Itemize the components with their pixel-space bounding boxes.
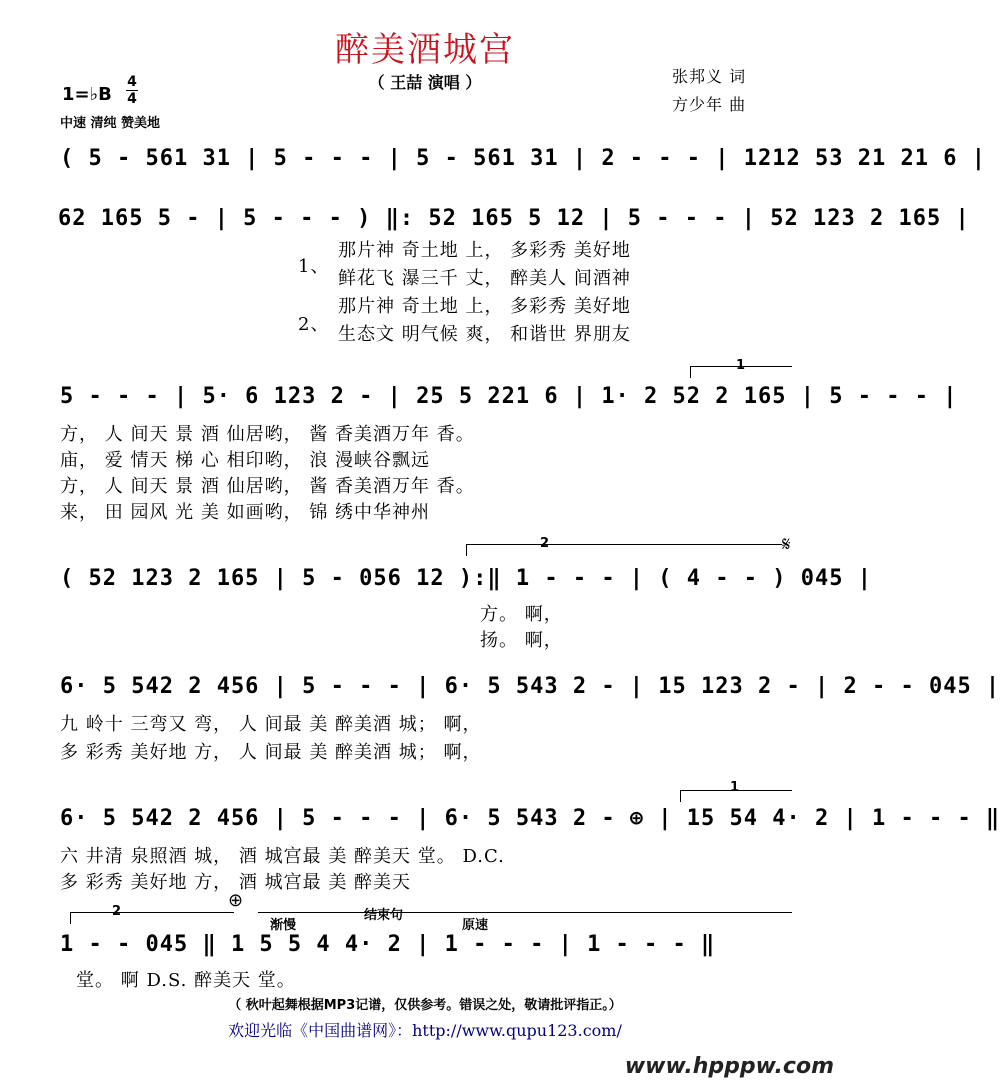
time-signature — [126, 74, 138, 107]
ending-label: 结束句 — [364, 908, 404, 923]
volta-bracket — [70, 912, 234, 913]
lyric-line: 鲜花飞 瀑三千 丈， 醉美人 间酒神 — [338, 268, 631, 289]
volta-number: 2 — [540, 536, 550, 551]
a-tempo-mark: 原速 — [462, 918, 489, 933]
lyric-line: 方。 啊， — [480, 604, 563, 625]
lyricist-credit: 张邦义 词 — [672, 67, 747, 86]
notes-system-4: ( 52 123 2 165 | 5 - 056 12 ):‖ 1 - - - | ( 4 - - ) 045 | — [60, 566, 872, 591]
lyric-line: 方， 人 间天 景 酒 仙居哟， 酱 香美酒万年 香。 — [60, 476, 475, 497]
lyric-line: 六 井清 泉照酒 城， 酒 城宫最 美 醉美天 堂。 D.C. — [60, 846, 505, 867]
segno-icon: 𝄋 — [782, 532, 791, 556]
lyric-line: 扬。 啊， — [480, 630, 563, 651]
composer-credit: 方少年 曲 — [672, 95, 747, 114]
volta-number: 2 — [112, 904, 122, 919]
site-welcome: 欢迎光临《中国曲谱网》：http://www.qupu123.com/ — [228, 1021, 622, 1040]
verse-label-1: 1、 — [298, 256, 330, 277]
tempo-style: 中速 清纯 赞美地 — [60, 116, 161, 131]
ending-bracket — [258, 912, 792, 913]
volta-bracket — [466, 544, 782, 545]
lyric-line: 多 彩秀 美好地 方， 酒 城宫最 美 醉美天 — [60, 872, 412, 893]
lyric-line: 方， 人 间天 景 酒 仙居哟， 酱 香美酒万年 香。 — [60, 424, 475, 445]
lyric-line: 堂。 啊 D.S. 醉美天 堂。 — [76, 970, 296, 991]
meter-top: 4 — [127, 74, 137, 90]
watermark: www.hpppw.com — [624, 1054, 834, 1079]
meter-bottom: 4 — [127, 91, 137, 107]
volta-number: 1 — [730, 780, 740, 795]
notes-system-1: ( 5 - 561 31 | 5 - - - | 5 - 561 31 | 2 - - - | 1212 53 21 21 6 | — [60, 146, 986, 171]
transcription-note: （ 秋叶起舞根据MP3记谱，仅供参考。错误之处，敬请批评指正。） — [228, 998, 622, 1013]
verse-label-2: 2、 — [298, 314, 330, 335]
lyric-line: 来， 田 园风 光 美 如画哟， 锦 绣中华神州 — [60, 502, 431, 523]
singer-credit: （ 王喆 演唱 ） — [368, 73, 482, 92]
notes-system-7: 1 - - 045 ‖ 1 5 5 4 4· 2 | 1 - - - | 1 - - - ‖ — [60, 932, 716, 957]
lyric-line: 九 岭十 三弯又 弯， 人 间最 美 醉美酒 城； 啊， — [60, 714, 482, 735]
volta-bracket-start — [466, 544, 467, 556]
volta-number: 1 — [736, 358, 746, 373]
key-signature: 1=♭B — [62, 84, 112, 105]
notes-system-5: 6· 5 542 2 456 | 5 - - - | 6· 5 543 2 - | 15 123 2 - | 2 - - 045 | — [60, 674, 1000, 699]
volta-bracket-start — [680, 790, 681, 802]
song-title: 醉美酒城宫 — [335, 30, 515, 70]
notes-system-2: 62 165 5 - | 5 - - - ) ‖: 52 165 5 12 | 5 - - - | 52 123 2 165 | — [58, 206, 970, 231]
lyric-line: 那片神 奇土地 上， 多彩秀 美好地 — [338, 240, 631, 261]
notes-system-3: 5 - - - | 5· 6 123 2 - | 25 5 221 6 | 1· 2 52 2 165 | 5 - - - | — [60, 384, 958, 409]
lyric-line: 多 彩秀 美好地 方， 人 间最 美 醉美酒 城； 啊， — [60, 742, 482, 763]
coda-icon: ⊕ — [228, 890, 244, 911]
ritardando-mark: 渐慢 — [270, 918, 297, 933]
lyric-line: 那片神 奇土地 上， 多彩秀 美好地 — [338, 296, 631, 317]
lyric-line: 生态文 明气候 爽， 和谐世 界朋友 — [338, 324, 631, 345]
lyric-line: 庙， 爱 情天 梯 心 相印哟， 浪 漫峡谷飘远 — [60, 450, 431, 471]
notes-system-6: 6· 5 542 2 456 | 5 - - - | 6· 5 543 2 - ⊕ | 15 54 4· 2 | 1 - - - ‖ — [60, 806, 1000, 831]
volta-bracket-start — [70, 912, 71, 924]
volta-bracket-end — [690, 366, 691, 378]
